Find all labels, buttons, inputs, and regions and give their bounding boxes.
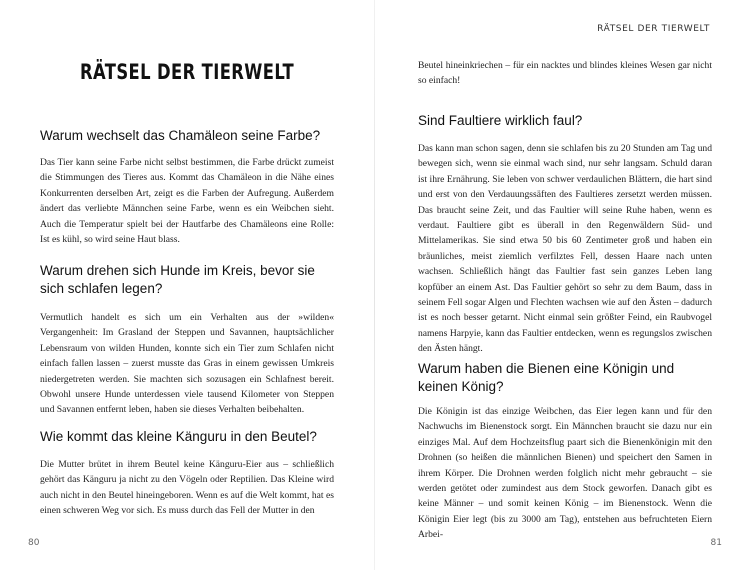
section-heading-dogs: Warum drehen sich Hunde im Kreis, bevor sie sich schlafen legen? [40,263,315,296]
running-head: RÄTSEL DER TIERWELT [597,24,710,34]
chapter-title: RÄTSEL DER TIERWELT [79,60,295,84]
section-heading-bees: Warum haben die Bienen eine Königin und keinen König? [418,361,675,394]
section-body-bees: Die Königin ist das einzige Weibchen, das Eier legen kann und für den Nachwuchs im Bienenstock sorgt. Ein Männchen braucht sie dazu nur ein einziges Mal. Auf dem Hochzeitsflug paart sich die Bienenkönigin mit den Drohnen (so heißen die männlichen Bienen) und speichert den Samen in ihrem Körper. Die Drohnen werden folglich nicht mehr gebraucht – sie werden getötet oder zumindest aus dem Stock geworfen. Danach gibt es keine Männer – und somit keinen König – im Bienenstock. Wenn die Königin Eier legt (bis zu 3000 am Tag), entstehen aus befruchteten Eiern Arbei- [418,406,712,541]
page-number-right: 81 [710,538,722,548]
section-body-dogs: Vermutlich handelt es sich um ein Verhalten aus der »wilden« Vergangenheit: Im Grasland der Steppen und Savannen, hauptsächlicher Lebensraum von wilden Hunden, konnte sich ein Tier zum Schlafen nicht einfach fallen lassen – zuerst musste das Gras in einem gewissen Umkreis niedergetreten werden. Sie machten sich sozusagen ein Schlafnest bereit. Obwohl unsere Hunde unterdessen viele tausend Kilometer von Steppen und Savannen entfernt leben, haben sie dieses Verhalten beibehalten. [40,312,334,416]
page-number-left: 80 [28,538,40,548]
continued-text: Beutel hineinkriechen – für ein nacktes und blindes kleines Wesen gar nicht so einfach! [418,60,712,87]
section-heading-chameleon: Warum wechselt das Chamäleon seine Farbe? [40,128,321,143]
section-body-kangaroo: Die Mutter brütet in ihrem Beutel keine Känguru-Eier aus – schließlich gehört das Känguru ja nicht zu den Vögeln oder Reptilien. Das Kleine wird auch nicht in den Beutel hineingeboren. Wenn es auf die Welt kommt, hat es einen schweren Weg vor sich. Es muss durch das Fell der Mutter in den [40,459,334,517]
section-body-chameleon: Das Tier kann seine Farbe nicht selbst bestimmen, die Farbe drückt zumeist die Stimmungen des Tieres aus. Kommt das Chamäleon in die Nähe eines Konkurrenten derselben Art, zeigt es die Farben der Aufregung. Außerdem ändert das verliebte Männchen seine Farbe, wenn es ein Weibchen sieht. Auch die Temperatur spielt bei der Hautfarbe des Chamäleons eine Rolle: Ist es kühl, so wird seine Haut blass. [40,157,334,246]
right-page [375,0,750,570]
section-heading-kangaroo: Wie kommt das kleine Känguru in den Beutel? [40,429,317,444]
section-body-sloths: Das kann man schon sagen, denn sie schlafen bis zu 20 Stunden am Tag und bewegen sich, wenn sie einmal wach sind, nur sehr langsam. Schuld daran ist ihre Ernährung. Sie leben von schwer verdaulichen Blättern, die hart sind und erst von den Verdauungssäften des Faultieres zersetzt werden müssen. Das braucht seine Zeit, und das Faultier will seine Ruhe haben, wenn es verdaut. Faultiere gibt es überall in den Regenwäldern Süd- und Mittelamerikas. Sie sind etwa 50 bis 60 Zentimeter groß und haben ein bräunliches, meist ziemlich verfilztes Fell, dessen Haare nach unten wachsen. Schließlich hängt das Faultier fast sein ganzes Leben lang kopfüber an einem Ast. Das Faultier gehört so sehr zu dem Baum, dass in seinem Fell sogar Algen und Flechten wachsen wie auf den Ästen – dadurch ist es noch besser getarnt. Nicht einmal sein größter Feind, ein Raubvogel namens Harpyie, kann das Faultier entdecken, wenn es regungslos zwischen den Ästen hängt. [418,143,712,355]
section-heading-sloths: Sind Faultiere wirklich faul? [418,113,583,128]
